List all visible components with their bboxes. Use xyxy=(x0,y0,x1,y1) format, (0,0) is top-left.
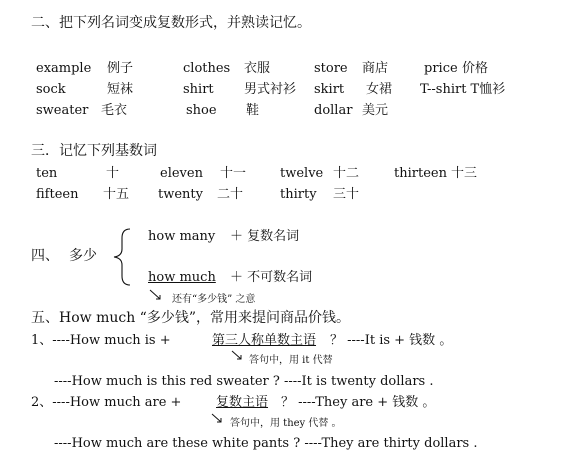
how-much: how much xyxy=(148,270,216,285)
example2: ----How much are these white pants ? ----They are thirty dollars . xyxy=(54,436,478,451)
word-cn: 鞋 xyxy=(246,103,260,118)
word-en: shoe xyxy=(186,103,217,118)
rule1-note: 答句中，用 it 代替 xyxy=(249,355,333,366)
number-en: twelve xyxy=(280,166,324,181)
word-cn: 短袜 xyxy=(107,82,134,97)
word-en: T--shirt T恤衫 xyxy=(420,82,506,97)
number-en: fifteen xyxy=(36,187,79,202)
how-many: how many xyxy=(148,229,216,244)
section2-title: 二、把下列名词变成复数形式，并熟读记忆。 xyxy=(31,15,311,31)
number-cn: 三十 xyxy=(333,187,360,202)
number-en: thirteen xyxy=(394,166,447,181)
word-cn: 美元 xyxy=(362,103,389,118)
rule2-subject: 复数主语 xyxy=(216,395,269,410)
word-en: price xyxy=(424,61,458,76)
rule2-answer: ？ ----They are + 钱数 。 xyxy=(281,395,436,410)
word-en: sock xyxy=(36,82,66,97)
word-en: shirt xyxy=(183,82,214,97)
section5-title: 五、How much “多少钱”，常用来提问商品价钱。 xyxy=(31,310,350,326)
word-cn: 衣服 xyxy=(244,61,271,76)
number-cn: 十一 xyxy=(220,166,247,181)
word-cn: 价格 xyxy=(462,61,489,76)
section3-title: 三．记忆下列基数词 xyxy=(31,143,157,159)
word-en: dollar xyxy=(314,103,353,118)
word-en: clothes xyxy=(183,61,231,76)
rule1-answer: ？ ----It is + 钱数 。 xyxy=(330,333,453,348)
number-cn: 十二 xyxy=(333,166,360,181)
number-en: thirty xyxy=(280,187,317,202)
number-cn: 十五 xyxy=(103,187,130,202)
rule1-prefix: 1、----How much is + xyxy=(31,333,171,348)
number-cn: 十三 xyxy=(451,166,478,181)
word-en: skirt xyxy=(314,82,345,97)
word-en: example xyxy=(36,61,92,76)
word-cn: 毛衣 xyxy=(101,103,128,118)
word-cn: 男式衬衫 xyxy=(244,82,297,97)
word-cn: 女裙 xyxy=(366,82,393,97)
word-en: sweater xyxy=(36,103,89,118)
number-en: eleven xyxy=(160,166,203,181)
section4-word: 多少 xyxy=(69,248,97,264)
how-many-rule: ＋ 复数名词 xyxy=(230,229,300,244)
section4-title: 四、 xyxy=(31,248,59,264)
number-cn: 十 xyxy=(106,166,120,181)
number-en: ten xyxy=(36,166,58,181)
how-much-note: 还有“多少钱” 之意 xyxy=(172,294,256,305)
word-cn: 商店 xyxy=(362,61,389,76)
word-en: store xyxy=(314,61,348,76)
example1: ----How much is this red sweater ? ----It is twenty dollars . xyxy=(54,374,434,389)
number-en: twenty xyxy=(158,187,203,202)
word-cn: 例子 xyxy=(107,61,134,76)
rule2-prefix: 2、----How much are + xyxy=(31,395,182,410)
number-cn: 二十 xyxy=(217,187,244,202)
rule1-subject: 第三人称单数主语 xyxy=(212,333,317,348)
rule2-note: 答句中，用 they 代替 。 xyxy=(230,418,342,429)
how-much-rule: ＋ 不可数名词 xyxy=(230,270,313,285)
